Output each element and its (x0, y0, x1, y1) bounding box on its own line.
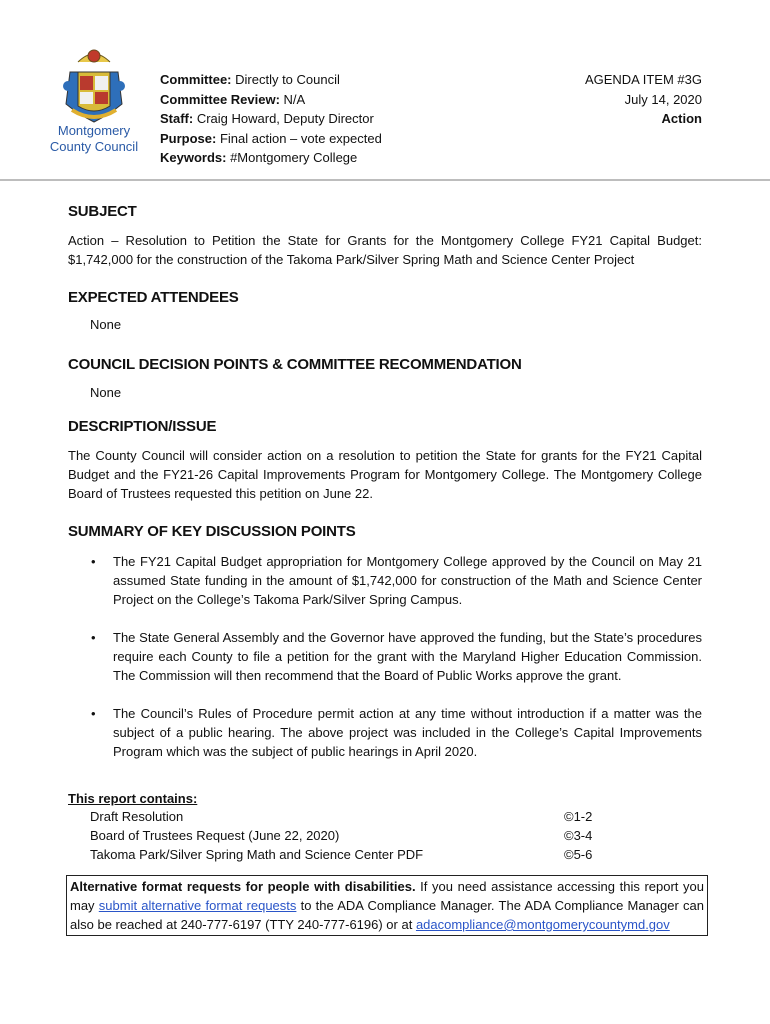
description-text: The County Council will consider action on a resolution to petition the State for grants for the FY21 Capital Budget and the FY21-26 Capital Improvements Program for Montgomery College. The Montgomery College Board of Trustees requested this petition on June 22. (68, 448, 702, 501)
contents-row: Takoma Park/Silver Spring Math and Science Center PDF ©5-6 (90, 847, 593, 862)
contains-title: This report contains: (68, 791, 198, 806)
agenda-date: July 14, 2020 (624, 91, 702, 107)
keywords-line: Keywords: #Montgomery College (160, 150, 358, 165)
county-seal-logo (58, 44, 130, 126)
description-heading: DESCRIPTION/ISSUE (68, 418, 217, 435)
alternative-format-link[interactable]: submit alternative format requests (98, 898, 297, 913)
contents-row: Draft Resolution ©1-2 (90, 809, 593, 824)
header-divider (0, 179, 770, 181)
list-item: • The FY21 Capital Budget appropriation for Montgomery College approved by the Council on May 21 assumed State funding in the amount of $1,742,000 for construction of the Math and Science Center Project on the College’s Takoma Park/Silver Spring Campus. (91, 554, 702, 607)
contents-row: Board of Trustees Request (June 22, 2020) ©3-4 (90, 828, 593, 843)
list-item: • The Council’s Rules of Procedure permit action at any time without introduction if a matter was the subject of a public hearing. The above project was included in the College’s Capital Improvements Program which was the subject of public hearings in April 2020. (91, 706, 702, 759)
agenda-info (585, 70, 702, 129)
list-item: • The State General Assembly and the Governor have approved the funding, but the State’s procedures require each County to file a petition for the grant with the Maryland Higher Education Commission. The Commission will then recommend that the Board of Public Works approve the grant. (91, 630, 702, 683)
committee-meta (160, 70, 382, 168)
agenda-action: Action (661, 111, 702, 126)
attendees-text: None (90, 317, 122, 332)
subject-text: Action – Resolution to Petition the State for Grants for the Montgomery College FY21 Capital Budget: $1,742,000 for the construction of the Takoma Park/Silver Spring Math and Science Center Project (68, 233, 702, 267)
summary-list (68, 552, 702, 761)
summary-heading: SUMMARY OF KEY DISCUSSION POINTS (68, 523, 356, 540)
decision-text: None (90, 385, 122, 400)
org-name: Montgomery County Council (49, 123, 139, 154)
agenda-item: AGENDA ITEM #3G (584, 72, 702, 87)
purpose-line: Purpose: Final action – vote expected (160, 130, 382, 146)
committee-line: Committee: Directly to Council (160, 72, 340, 87)
subject-heading: SUBJECT (68, 203, 137, 220)
ada-notice-box: Alternative format requests for people with disabilities. If you need assistance accessing this report you may submit alternative format requests to the ADA Compliance Manager. The ADA Compliance Manager can also be reached at 240-777-6197 (TTY 240-777-6196) or at adacompliance@montgomerycountymd.gov (66, 875, 708, 936)
attendees-heading: EXPECTED ATTENDEES (68, 289, 239, 306)
decision-heading: COUNCIL DECISION POINTS & COMMITTEE RECOMMENDATION (68, 356, 522, 373)
ada-bold: Alternative format requests for people with disabilities. (70, 879, 416, 894)
ada-email-link[interactable]: adacompliance@montgomerycountymd.gov (415, 917, 670, 932)
review-line: Committee Review: N/A (160, 91, 306, 107)
staff-line: Staff: Craig Howard, Deputy Director (160, 111, 374, 126)
